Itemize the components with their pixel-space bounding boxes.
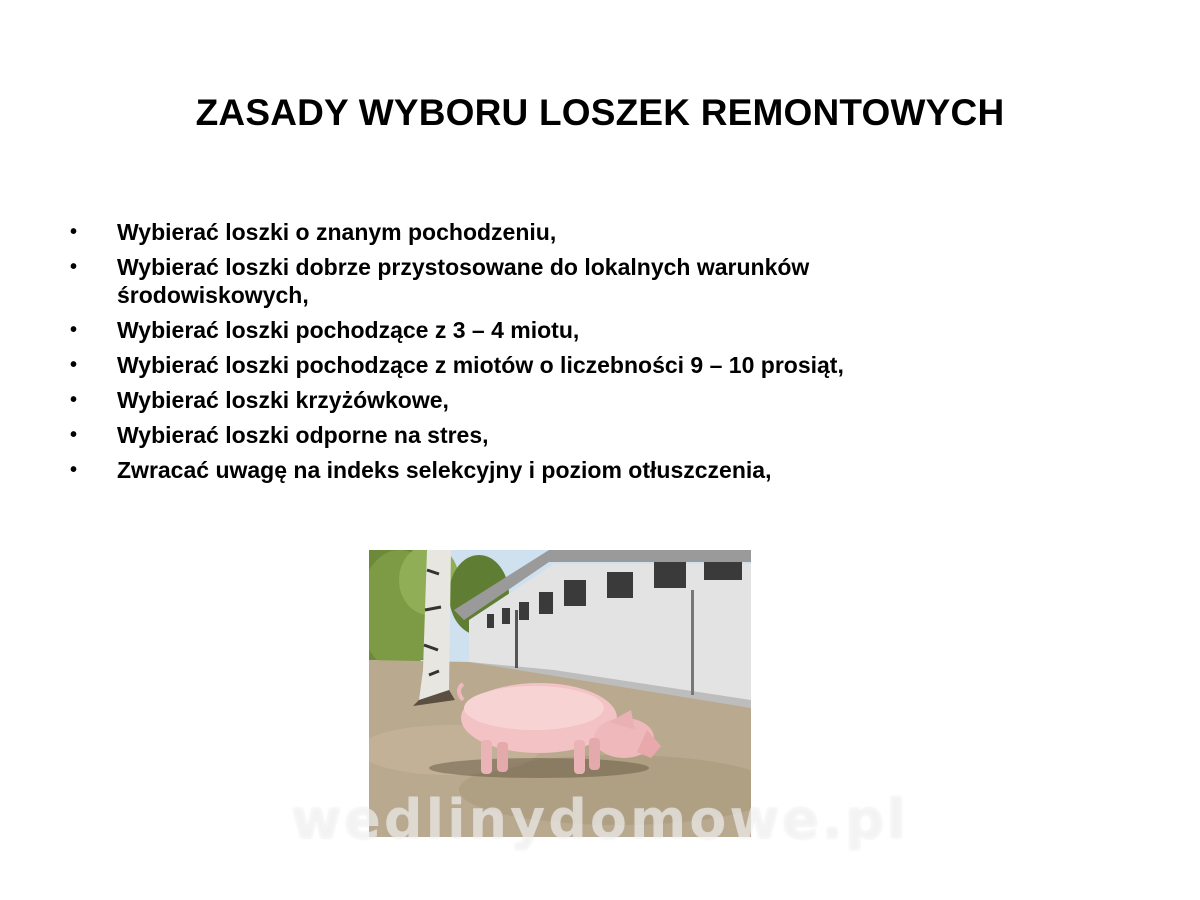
bullet-item bbox=[70, 351, 1150, 379]
bullet-item bbox=[70, 421, 1150, 449]
bullet-icon: • bbox=[70, 319, 78, 341]
bullet-text: Wybierać loszki krzyżówkowe, bbox=[117, 387, 449, 413]
bullet-icon: • bbox=[70, 389, 78, 411]
bullet-list bbox=[70, 218, 1150, 491]
bullet-icon: • bbox=[70, 354, 78, 376]
bullet-item bbox=[70, 218, 1150, 246]
watermark: wedlinydomowe.pl bbox=[291, 788, 909, 851]
bullet-icon: • bbox=[70, 424, 78, 446]
bullet-text: Wybierać loszki pochodzące z miotów o liczebności 9 – 10 prosiąt, bbox=[117, 352, 844, 378]
bullet-item bbox=[70, 456, 1150, 484]
bullet-item bbox=[70, 316, 1150, 344]
bullet-text: Wybierać loszki pochodzące z 3 – 4 miotu, bbox=[117, 317, 580, 343]
bullet-icon: • bbox=[70, 459, 78, 481]
slide-title: ZASADY WYBORU LOSZEK REMONTOWYCH bbox=[195, 92, 1005, 133]
bullet-text: Wybierać loszki odporne na stres, bbox=[117, 422, 489, 448]
bullet-icon: • bbox=[70, 256, 78, 278]
bullet-text: Zwracać uwagę na indeks selekcyjny i poziom otłuszczenia, bbox=[117, 457, 772, 483]
bullet-item bbox=[70, 386, 1150, 414]
bullet-text: Wybierać loszki o znanym pochodzeniu, bbox=[117, 219, 557, 245]
bullet-item bbox=[70, 253, 1150, 309]
bullet-icon: • bbox=[70, 221, 78, 243]
bullet-text: Wybierać loszki dobrze przystosowane do lokalnych warunków środowiskowych, bbox=[117, 254, 810, 308]
